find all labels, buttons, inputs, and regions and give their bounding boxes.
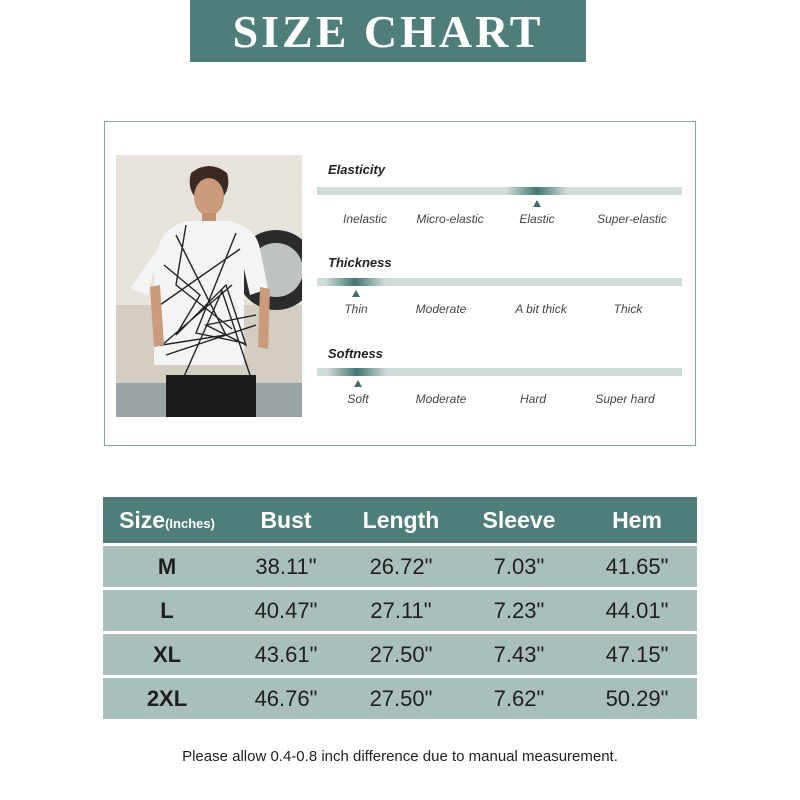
softness-option-super-hard: Super hard: [595, 392, 655, 406]
softness-option-hard: Hard: [519, 392, 547, 406]
thickness-marker: [325, 278, 385, 286]
softness-bar: [317, 368, 682, 376]
elasticity-bar: [317, 187, 682, 195]
thickness-pointer-icon: [352, 290, 360, 297]
size-table: [103, 497, 697, 719]
size-cell: XL: [152, 641, 182, 667]
hem-cell: 41.65": [605, 553, 669, 579]
softness-marker: [327, 368, 387, 376]
size-table-header: [103, 497, 697, 543]
fabric-info-panel: [104, 121, 696, 446]
thickness-option-a-bit-thick: A bit thick: [515, 302, 567, 316]
length-cell: 27.11": [370, 597, 432, 623]
softness-scale: [317, 346, 682, 416]
sleeve-cell: 7.43": [493, 641, 545, 667]
bust-column-header: Bust: [260, 506, 312, 533]
size-cell: M: [157, 553, 177, 579]
elasticity-option-micro-elastic: Micro-elastic: [416, 212, 484, 226]
bust-cell: 40.47": [254, 597, 318, 623]
bust-cell: 43.61": [254, 641, 318, 667]
elasticity-marker: [507, 187, 567, 195]
length-cell: 27.50": [369, 641, 433, 667]
sleeve-cell: 7.62": [493, 685, 545, 711]
size-cell: L: [160, 597, 174, 623]
hem-column-header: Hem: [612, 506, 662, 533]
elasticity-pointer-icon: [533, 200, 541, 207]
softness-pointer-icon: [354, 380, 362, 387]
thickness-scale: [317, 255, 682, 325]
size-column-header: [103, 507, 231, 534]
sleeve-cell: 7.23": [493, 597, 545, 623]
page-title: SIZE CHART: [232, 5, 544, 57]
table-row: [103, 590, 697, 631]
bust-cell: 46.76": [254, 685, 318, 711]
elasticity-option-elastic: Elastic: [519, 212, 555, 226]
sleeve-cell: 7.03": [493, 553, 545, 579]
softness-option-soft: Soft: [347, 392, 369, 406]
table-row: [103, 546, 697, 587]
thickness-option-thin: Thin: [344, 302, 368, 316]
hem-cell: 50.29": [605, 685, 669, 711]
thickness-bar: [317, 278, 682, 286]
length-column-header: Length: [362, 506, 440, 533]
table-row: [103, 634, 697, 675]
hem-cell: 47.15": [605, 641, 669, 667]
elasticity-option-super-elastic: Super-elastic: [597, 212, 667, 226]
table-row: [103, 678, 697, 719]
thickness-option-thick: Thick: [613, 302, 643, 316]
model-photo: [116, 155, 302, 417]
measurement-note: Please allow 0.4-0.8 inch difference due to manual measurement.: [182, 748, 618, 765]
length-cell: 26.72": [369, 553, 433, 579]
size-cell: 2XL: [146, 685, 188, 711]
elasticity-scale: [317, 162, 682, 232]
softness-option-moderate: Moderate: [415, 392, 467, 406]
thickness-title: Thickness: [328, 255, 392, 270]
softness-title: Softness: [328, 346, 383, 361]
sleeve-column-header: Sleeve: [482, 506, 556, 533]
elasticity-title: Elasticity: [328, 162, 386, 177]
size-chart-banner: [190, 0, 586, 62]
elasticity-option-inelastic: Inelastic: [342, 212, 388, 226]
length-cell: 27.50": [369, 685, 433, 711]
thickness-option-moderate: Moderate: [415, 302, 467, 316]
size-header-unit: (Inches): [165, 515, 215, 531]
size-header-label: Size: [119, 506, 166, 533]
hem-cell: 44.01": [605, 597, 669, 623]
bust-cell: 38.11": [255, 553, 317, 579]
